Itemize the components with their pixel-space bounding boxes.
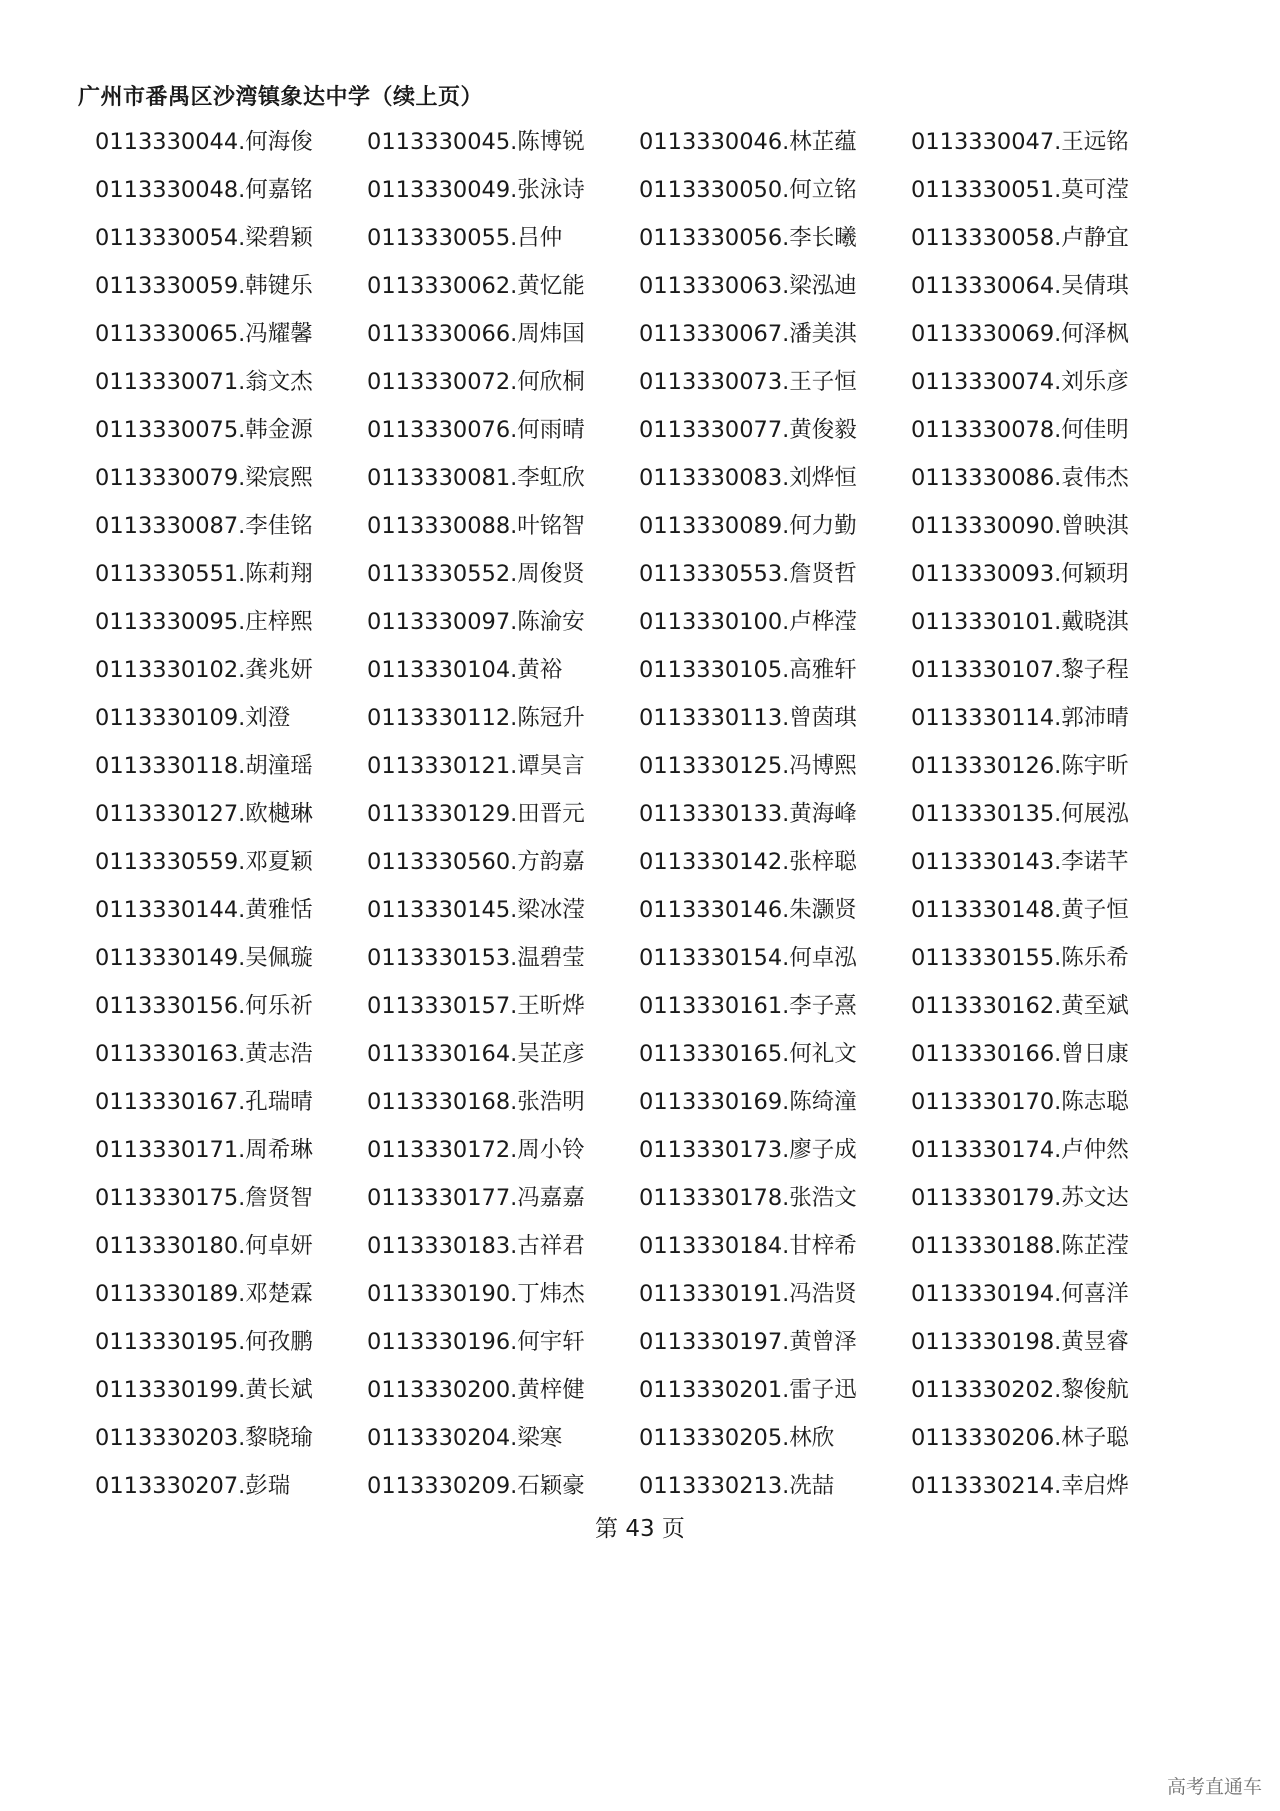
roster-entry: 0113330105.高雅轩	[639, 657, 857, 683]
roster-entry: 0113330178.张浩文	[639, 1185, 857, 1211]
roster-entry: 0113330173.廖子成	[639, 1137, 857, 1163]
roster-entry: 0113330127.欧樾琳	[95, 801, 313, 827]
roster-entry: 0113330560.方韵嘉	[367, 849, 585, 875]
roster-entry: 0113330196.何宇轩	[367, 1329, 585, 1355]
roster-entry: 0113330203.黎晓瑜	[95, 1425, 313, 1451]
roster-entry: 0113330100.卢桦滢	[639, 609, 857, 635]
roster-entry: 0113330129.田晋元	[367, 801, 585, 827]
roster-entry: 0113330559.邓夏颖	[95, 849, 313, 875]
roster-entry: 0113330168.张浩明	[367, 1089, 585, 1115]
roster-entry: 0113330078.何佳明	[911, 417, 1129, 443]
roster-entry: 0113330051.莫可滢	[911, 177, 1129, 203]
roster-entry: 0113330063.梁泓迪	[639, 273, 857, 299]
roster-entry: 0113330209.石颖豪	[367, 1473, 585, 1499]
roster-entry: 0113330113.曾茵琪	[639, 705, 857, 731]
roster-entry: 0113330175.詹贤智	[95, 1185, 313, 1211]
roster-entry: 0113330183.古祥君	[367, 1233, 585, 1259]
roster-entry: 0113330162.黄至斌	[911, 993, 1129, 1019]
roster-entry: 0113330174.卢仲然	[911, 1137, 1129, 1163]
student-roster	[95, 118, 1183, 1510]
roster-entry: 0113330194.何喜洋	[911, 1281, 1129, 1307]
roster-entry: 0113330104.黄裕	[367, 657, 563, 683]
roster-entry: 0113330121.谭昊言	[367, 753, 585, 779]
roster-entry: 0113330201.雷子迅	[639, 1377, 857, 1403]
roster-entry: 0113330207.彭瑞	[95, 1473, 291, 1499]
roster-entry: 0113330112.陈冠升	[367, 705, 585, 731]
roster-entry: 0113330074.刘乐彦	[911, 369, 1129, 395]
roster-entry: 0113330154.何卓泓	[639, 945, 857, 971]
roster-entry: 0113330079.梁宸熙	[95, 465, 313, 491]
roster-entry: 0113330059.韩键乐	[95, 273, 313, 299]
roster-entry: 0113330077.黄俊毅	[639, 417, 857, 443]
roster-entry: 0113330089.何力勤	[639, 513, 857, 539]
roster-entry: 0113330056.李长曦	[639, 225, 857, 251]
roster-entry: 0113330553.詹贤哲	[639, 561, 857, 587]
roster-entry: 0113330118.胡潼瑶	[95, 753, 313, 779]
page-header: 广州市番禺区沙湾镇象达中学（续上页）	[78, 85, 484, 110]
roster-entry: 0113330102.龚兆妍	[95, 657, 313, 683]
roster-entry: 0113330165.何礼文	[639, 1041, 857, 1067]
roster-entry: 0113330163.黄志浩	[95, 1041, 313, 1067]
roster-entry: 0113330189.邓楚霖	[95, 1281, 313, 1307]
roster-entry: 0113330156.何乐祈	[95, 993, 313, 1019]
roster-entry: 0113330125.冯博熙	[639, 753, 857, 779]
roster-entry: 0113330133.黄海峰	[639, 801, 857, 827]
roster-entry: 0113330065.冯耀馨	[95, 321, 313, 347]
roster-entry: 0113330172.周小铃	[367, 1137, 585, 1163]
roster-entry: 0113330087.李佳铭	[95, 513, 313, 539]
roster-entry: 0113330204.梁寒	[367, 1425, 563, 1451]
roster-entry: 0113330048.何嘉铭	[95, 177, 313, 203]
roster-entry: 0113330148.黄子恒	[911, 897, 1129, 923]
roster-entry: 0113330191.冯浩贤	[639, 1281, 857, 1307]
roster-entry: 0113330179.苏文达	[911, 1185, 1129, 1211]
roster-entry: 0113330045.陈博锐	[367, 129, 585, 155]
roster-entry: 0113330101.戴晓淇	[911, 609, 1129, 635]
roster-entry: 0113330067.潘美淇	[639, 321, 857, 347]
roster-entry: 0113330090.曾映淇	[911, 513, 1129, 539]
roster-entry: 0113330093.何颖玥	[911, 561, 1129, 587]
roster-entry: 0113330069.何泽枫	[911, 321, 1129, 347]
roster-entry: 0113330107.黎子程	[911, 657, 1129, 683]
roster-entry: 0113330167.孔瑞晴	[95, 1089, 313, 1115]
roster-entry: 0113330075.韩金源	[95, 417, 313, 443]
roster-entry: 0113330552.周俊贤	[367, 561, 585, 587]
roster-entry: 0113330046.林芷蕴	[639, 129, 857, 155]
roster-entry: 0113330146.朱灏贤	[639, 897, 857, 923]
roster-entry: 0113330083.刘烨恒	[639, 465, 857, 491]
roster-entry: 0113330058.卢静宜	[911, 225, 1129, 251]
roster-entry: 0113330047.王远铭	[911, 129, 1129, 155]
roster-entry: 0113330054.梁碧颖	[95, 225, 313, 251]
roster-entry: 0113330076.何雨晴	[367, 417, 585, 443]
roster-entry: 0113330171.周希琳	[95, 1137, 313, 1163]
roster-entry: 0113330157.王昕烨	[367, 993, 585, 1019]
roster-entry: 0113330142.张梓聪	[639, 849, 857, 875]
roster-entry: 0113330213.冼喆	[639, 1473, 835, 1499]
roster-entry: 0113330199.黄长斌	[95, 1377, 313, 1403]
roster-entry: 0113330055.吕仲	[367, 225, 563, 251]
roster-entry: 0113330551.陈莉翔	[95, 561, 313, 587]
roster-entry: 0113330071.翁文杰	[95, 369, 313, 395]
roster-entry: 0113330114.郭沛晴	[911, 705, 1129, 731]
roster-entry: 0113330088.叶铭智	[367, 513, 585, 539]
roster-entry: 0113330164.吴芷彦	[367, 1041, 585, 1067]
roster-entry: 0113330177.冯嘉嘉	[367, 1185, 585, 1211]
roster-entry: 0113330206.林子聪	[911, 1425, 1129, 1451]
roster-entry: 0113330086.袁伟杰	[911, 465, 1129, 491]
roster-entry: 0113330205.林欣	[639, 1425, 835, 1451]
roster-entry: 0113330184.甘梓希	[639, 1233, 857, 1259]
roster-entry: 0113330197.黄曾泽	[639, 1329, 857, 1355]
roster-entry: 0113330066.周炜国	[367, 321, 585, 347]
roster-entry: 0113330109.刘澄	[95, 705, 291, 731]
roster-entry: 0113330049.张泳诗	[367, 177, 585, 203]
roster-entry: 0113330073.王子恒	[639, 369, 857, 395]
roster-entry: 0113330064.吴倩琪	[911, 273, 1129, 299]
roster-entry: 0113330214.幸启烨	[911, 1473, 1129, 1499]
roster-entry: 0113330180.何卓妍	[95, 1233, 313, 1259]
roster-entry: 0113330144.黄雅恬	[95, 897, 313, 923]
roster-entry: 0113330135.何展泓	[911, 801, 1129, 827]
roster-entry: 0113330202.黎俊航	[911, 1377, 1129, 1403]
roster-entry: 0113330190.丁炜杰	[367, 1281, 585, 1307]
roster-entry: 0113330062.黄忆能	[367, 273, 585, 299]
roster-entry: 0113330155.陈乐希	[911, 945, 1129, 971]
roster-entry: 0113330126.陈宇昕	[911, 753, 1129, 779]
roster-entry: 0113330198.黄昱睿	[911, 1329, 1129, 1355]
roster-entry: 0113330169.陈绮潼	[639, 1089, 857, 1115]
roster-entry: 0113330161.李子熹	[639, 993, 857, 1019]
roster-entry: 0113330072.何欣桐	[367, 369, 585, 395]
roster-entry: 0113330044.何海俊	[95, 129, 313, 155]
roster-entry: 0113330200.黄梓健	[367, 1377, 585, 1403]
roster-entry: 0113330153.温碧莹	[367, 945, 585, 971]
roster-entry: 0113330097.陈渝安	[367, 609, 585, 635]
roster-entry: 0113330170.陈志聪	[911, 1089, 1129, 1115]
roster-entry: 0113330143.李诺芊	[911, 849, 1129, 875]
roster-entry: 0113330145.梁冰滢	[367, 897, 585, 923]
roster-entry: 0113330050.何立铭	[639, 177, 857, 203]
page-number: 第 43 页	[595, 1516, 685, 1542]
watermark: 高考直通车	[1166, 1776, 1262, 1798]
roster-entry: 0113330188.陈芷滢	[911, 1233, 1129, 1259]
roster-entry: 0113330095.庄梓熙	[95, 609, 313, 635]
roster-entry: 0113330149.吴佩璇	[95, 945, 313, 971]
roster-entry: 0113330081.李虹欣	[367, 465, 585, 491]
roster-entry: 0113330166.曾日康	[911, 1041, 1129, 1067]
roster-entry: 0113330195.何孜鹏	[95, 1329, 313, 1355]
